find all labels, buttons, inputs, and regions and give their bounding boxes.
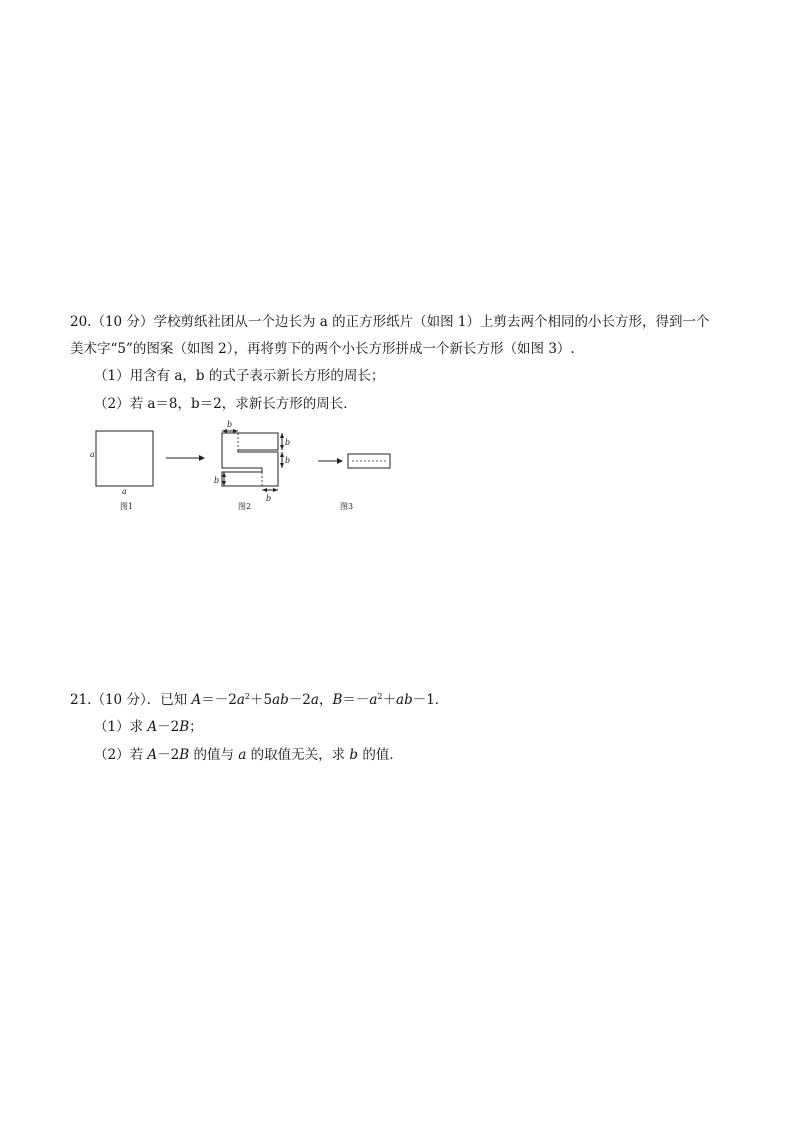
- fig3-caption: 图3: [340, 502, 354, 511]
- fig1-side-a-bottom: a: [122, 487, 127, 496]
- q21-stem: 21.（10 分）．已知 $A=-2a^2+5ab-2a$，$B=-a^2+ab-1$．: [70, 692, 449, 708]
- q21-subquestion-2: （2）若 A－2B 的值与 a 的取值无关，求 b 的值．: [94, 747, 403, 763]
- q20-subquestion-2: （2）若 a＝8，b＝2，求新长方形的周长．: [94, 396, 357, 412]
- q20-subquestion-1: （1）用含有 a，b 的式子表示新长方形的周长；: [94, 368, 385, 384]
- q21-subquestion-1: （1）求 A－2B；: [94, 719, 203, 735]
- fig2-caption: 图2: [238, 502, 252, 511]
- q20-figure: [0, 415, 794, 525]
- fig2-b-top: b: [227, 420, 233, 429]
- fig1-caption: 图1: [120, 502, 134, 511]
- fig1-side-a-left: a: [90, 450, 95, 459]
- fig2-b-left: b: [214, 476, 220, 485]
- figure2-five-shape: [214, 420, 290, 511]
- q20-stem-line1: 20.（10 分）学校剪纸社团从一个边长为 a 的正方形纸片（如图 1）上剪去两个相同的小长方形，得到一个: [70, 314, 710, 330]
- fig2-b-right-upper: b: [285, 438, 291, 447]
- figure3-new-rectangle: [340, 454, 390, 511]
- figure1-square: [90, 431, 153, 511]
- fig2-b-bottom: b: [266, 494, 272, 503]
- q20-stem-line2: 美术字“5”的图案（如图 2），再将剪下的两个小长方形拼成一个新长方形（如图 3）.: [70, 341, 575, 357]
- fig2-b-right-lower: b: [285, 456, 291, 465]
